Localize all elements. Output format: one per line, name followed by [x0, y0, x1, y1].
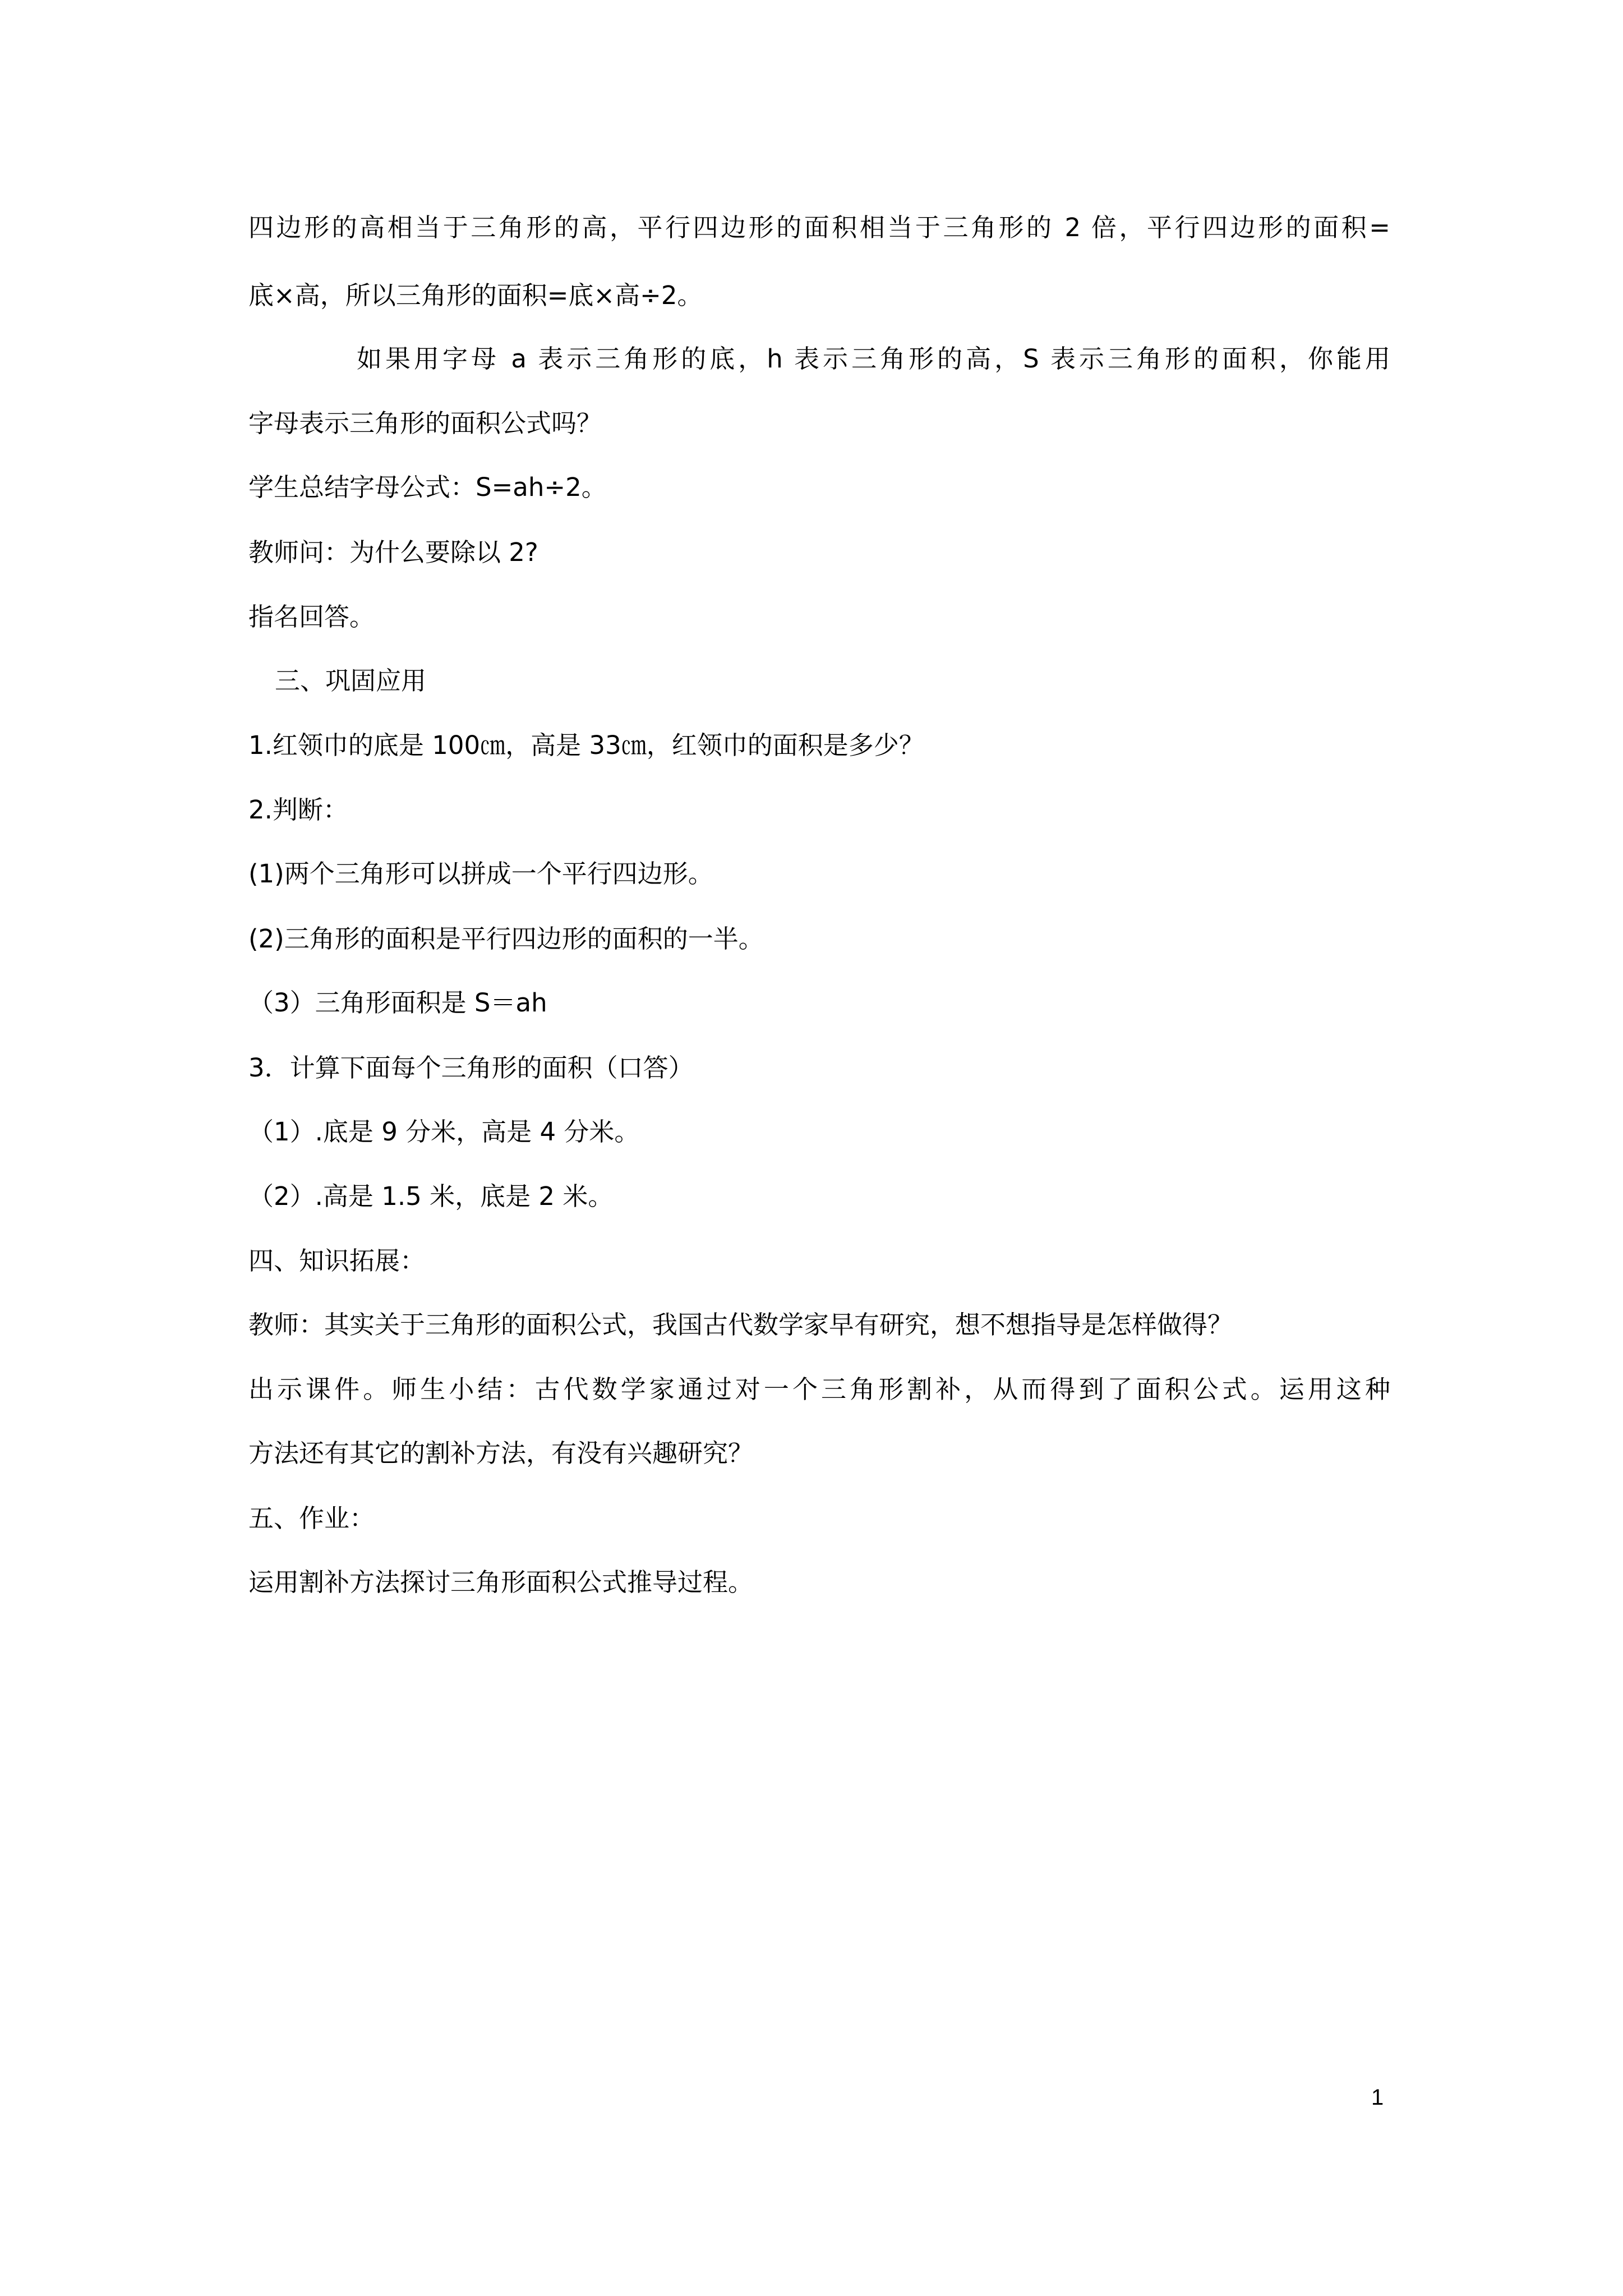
exercise-1: 1.红领巾的底是 100㎝，高是 33㎝，红领巾的面积是多少？	[248, 730, 924, 760]
body-line-19: 出示课件。师生小结：古代数学家通过对一个三角形割补，从而得到了面积公式。运用这种	[248, 1374, 1390, 1404]
exercise-2: 2.判断：	[248, 795, 348, 825]
exercise-3-item-1: （1）.底是 9 分米，高是 4 分米。	[248, 1117, 640, 1147]
homework-line: 运用割补方法探讨三角形面积公式推导过程。	[248, 1567, 754, 1597]
exercise-3: 3．计算下面每个三角形的面积（口答）	[248, 1053, 694, 1083]
section-heading-3: 三、巩固应用	[275, 666, 427, 696]
exercise-2-item-2: (2)三角形的面积是平行四边形的面积的一半。	[248, 924, 764, 954]
exercise-2-item-1: (1)两个三角形可以拼成一个平行四边形。	[248, 859, 713, 889]
body-line-20: 方法还有其它的割补方法，有没有兴趣研究？	[248, 1438, 754, 1468]
body-line-2: 底×高，所以三角形的面积=底×高÷2。	[248, 280, 703, 310]
exercise-2-item-3: （3）三角形面积是 S＝ah	[248, 988, 547, 1018]
body-line-4: 字母表示三角形的面积公式吗？	[248, 408, 602, 438]
section-heading-4: 四、知识拓展：	[248, 1246, 426, 1276]
body-line-6: 教师问：为什么要除以 2?	[248, 537, 538, 567]
body-line-7: 指名回答。	[248, 602, 375, 632]
body-line-5: 学生总结字母公式：S=ah÷2。	[248, 472, 607, 502]
page-number: 1	[1371, 2085, 1384, 2110]
body-line-3: 如果用字母 a 表示三角形的底，h 表示三角形的高，S 表示三角形的面积，你能用	[357, 344, 1390, 374]
body-line-18: 教师：其实关于三角形的面积公式，我国古代数学家早有研究，想不想指导是怎样做得？	[248, 1310, 1233, 1340]
section-heading-5: 五、作业：	[248, 1503, 375, 1533]
exercise-3-item-2: （2）.高是 1.5 米，底是 2 米。	[248, 1181, 614, 1211]
body-line-1: 四边形的高相当于三角形的高，平行四边形的面积相当于三角形的 2 倍，平行四边形的面积=	[248, 213, 1390, 242]
